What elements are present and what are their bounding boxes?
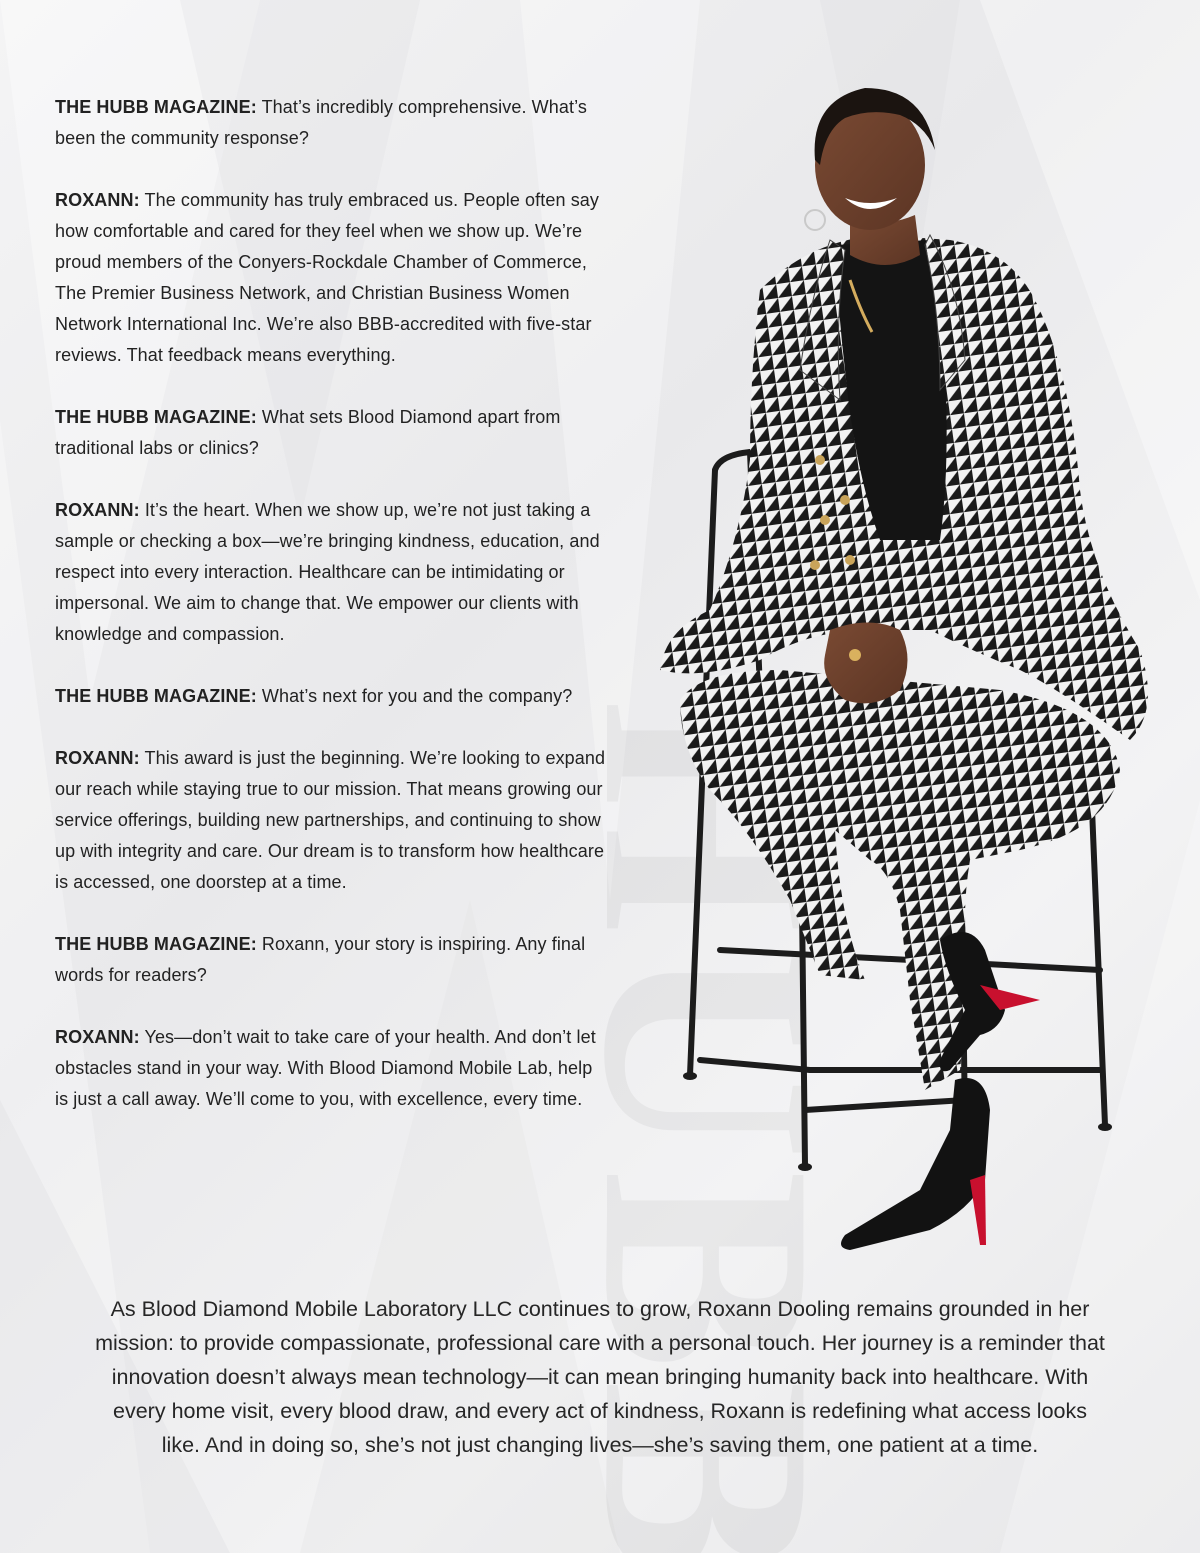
paragraph-text: What sets Blood Diamond apart from traditional labs or clinics? [55,407,561,458]
speaker-label: THE HUBB MAGAZINE: [55,97,257,117]
speaker-label: ROXANN: [55,500,140,520]
paragraph-text: What’s next for you and the company? [261,686,573,706]
speaker-label: THE HUBB MAGAZINE: [55,934,257,954]
trousers [680,670,1120,1090]
hands [824,623,907,704]
speaker-label: ROXANN: [55,748,140,768]
interview-paragraph [55,929,610,991]
earring [805,210,825,230]
interview-paragraph [55,1022,610,1115]
speaker-label: THE HUBB MAGAZINE: [55,686,257,706]
speaker-label: ROXANN: [55,190,140,210]
interview-paragraph [55,402,610,464]
paragraph-text: Roxann, your story is inspiring. Any final words for readers? [55,934,586,985]
interview-paragraph [55,495,610,650]
paragraph-text: Yes—don’t wait to take care of your health. And don’t let obstacles stand in your way. With Blood Diamond Mobile Lab, help is just a call away. We’ll come to you, with excellence, every time. [55,1027,596,1109]
stool-foot [1098,1123,1112,1131]
paragraph-text: The community has truly embraced us. People often say how comfortable and cared for they feel when we show up. We’re proud members of the Conyers-Rockdale Chamber of Commerce, The Premier Business Network, and Christian Business Women Network International Inc. We’re also BBB-accredited with five-star reviews. That feedback means everything. [55,190,600,365]
speaker-label: ROXANN: [55,1027,140,1047]
paragraph-text: This award is just the beginning. We’re looking to expand our reach while staying true to our mission. That means growing our service offerings, building new partnerships, and continuing to show up with integrity and care. Our dream is to transform how healthcare is accessed, one doorstep at a time. [55,748,606,892]
interview-paragraph [55,185,610,371]
interview-paragraph [55,681,610,712]
speaker-label: THE HUBB MAGAZINE: [55,407,257,427]
interview-column [55,92,610,1146]
interview-paragraph [55,743,610,898]
closing-paragraph: As Blood Diamond Mobile Laboratory LLC continues to grow, Roxann Dooling remains grounded in her mission: to provide compassionate, professional care with a personal touch. Her journey is a reminder that innovation doesn’t always mean technology—it can mean bringing humanity back into healthcare. With every home visit, every blood draw, and every act of kindness, Roxann is redefining what access looks like. And in doing so, she’s not just changing lives—she’s saving them, one patient at a time. [95,1297,1105,1457]
paragraph-text: It’s the heart. When we show up, we’re not just taking a sample or checking a box—we’re bringing kindness, education, and respect into every interaction. Healthcare can be intimidating or impersonal. We aim to change that. We empower our clients with knowledge and compassion. [55,500,600,644]
ring [849,649,861,661]
stool-foot [798,1163,812,1171]
shoe-heel [970,1175,986,1245]
stool-foot [683,1072,697,1080]
interview-paragraph [55,92,610,154]
paragraph-text: That’s incredibly comprehensive. What’s been the community response? [55,97,587,148]
portrait-photo [640,70,1170,1260]
